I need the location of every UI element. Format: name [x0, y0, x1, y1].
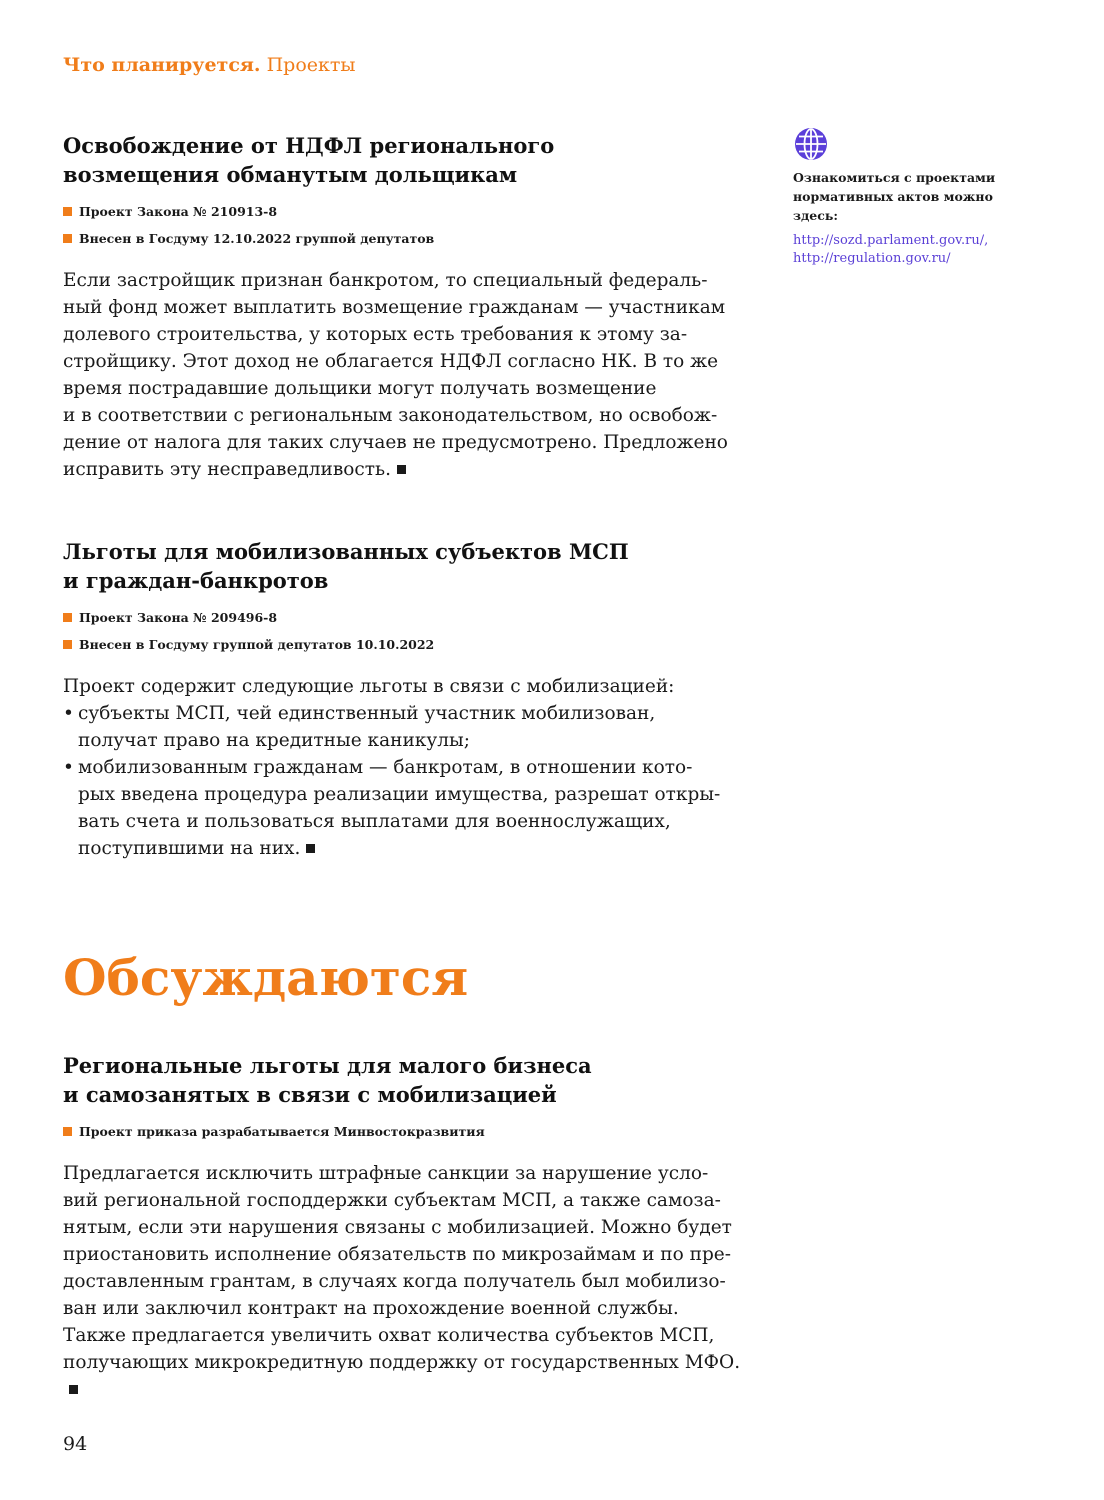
meta-item: Проект Закона № 210913-8	[63, 198, 753, 225]
orange-square-marker	[63, 640, 72, 649]
orange-square-marker	[63, 207, 72, 216]
article-title-line: Льготы для мобилизованных субъектов МСП	[63, 539, 629, 564]
article-title	[63, 131, 753, 189]
article-intro: Проект содержит следующие льготы в связи с мобилизацией:	[63, 676, 675, 697]
article-body: Предлагается исключить штрафные санкции за нарушение усло- вий региональной господдержки субъектам МСП, а также самоза- нятым, если эти нарушения связаны с мобилизацией. Можно будет приостановить исполнение обязательств по микрозаймам и по пре- доставленным грантам, в случаях когда получатель был мобилизо- ван или заключил контракт на прохождение военной службы. Также предлагается увеличить охват количества субъектов МСП, получающих микрокредитную поддержку от государственных МФО.	[63, 1160, 753, 1403]
benefits-list	[63, 700, 753, 862]
article-title-line: и самозанятых в связи с мобилизацией	[63, 1082, 557, 1107]
list-item: • субъекты МСП, чей единственный участник мобилизован, получат право на кредитные каникулы;	[63, 700, 753, 754]
end-of-article-mark	[397, 465, 406, 474]
globe-icon	[793, 126, 829, 162]
link-regulation[interactable]: http://regulation.gov.ru/	[793, 251, 951, 266]
article-title-line: и граждан-банкротов	[63, 568, 329, 593]
running-head-section: Что планируется.	[63, 54, 261, 76]
page-number: 94	[63, 1433, 88, 1455]
end-of-article-mark	[69, 1385, 78, 1394]
running-head	[63, 54, 356, 76]
meta-item: Внесен в Госдуму 12.10.2022 группой депутатов	[63, 225, 753, 252]
article-title-line: Освобождение от НДФЛ регионального	[63, 133, 555, 158]
sidebar-links	[793, 126, 1033, 268]
article-title-line: Региональные льготы для малого бизнеса	[63, 1053, 592, 1078]
article-body: Если застройщик признан банкротом, то специальный федераль- ный фонд может выплатить возмещение гражданам — участникам долевого строительства, у которых есть требования к этому за- стройщику. Этот доход не облагается НДФЛ согласно НК. В то же время пострадавшие дольщики могут получать возмещение и в соответствии с региональным законодательством, но освобож- дение от налога для таких случаев не предусмотрено. Предложено исправить эту несправедливость.	[63, 270, 728, 480]
meta-item: Проект Закона № 209496-8	[63, 604, 753, 631]
article-regional-benefits	[63, 1051, 753, 1403]
article-mobilized-benefits	[63, 537, 753, 862]
article-title-line: возмещения обманутым дольщикам	[63, 162, 518, 187]
article-title	[63, 1051, 753, 1109]
article-title	[63, 537, 753, 595]
list-item: • мобилизованным гражданам — банкротам, в отношении кото- рых введена процедура реализации имущества, разрешат откры- вать счета и пользоваться выплатами для военнослужащих, поступившими на них.	[63, 754, 753, 862]
end-of-article-mark	[306, 844, 315, 853]
orange-square-marker	[63, 234, 72, 243]
article-meta	[63, 604, 753, 658]
running-head-subsection: Проекты	[266, 54, 356, 76]
meta-item: Проект приказа разрабатывается Минвостокразвития	[63, 1118, 753, 1145]
orange-square-marker	[63, 1127, 72, 1136]
sidebar-label: Ознакомиться с проектами нормативных актов можно здесь:	[793, 170, 996, 223]
link-sozd-parlament[interactable]: http://sozd.parlament.gov.ru/,	[793, 233, 989, 248]
orange-square-marker	[63, 613, 72, 622]
article-meta	[63, 198, 753, 252]
article-ndfl-exemption	[63, 131, 753, 483]
article-meta	[63, 1118, 753, 1145]
section-heading-discussed: Обсуждаются	[63, 948, 469, 1007]
meta-item: Внесен в Госдуму группой депутатов 10.10.2022	[63, 631, 753, 658]
sidebar-link-list	[793, 232, 1033, 268]
